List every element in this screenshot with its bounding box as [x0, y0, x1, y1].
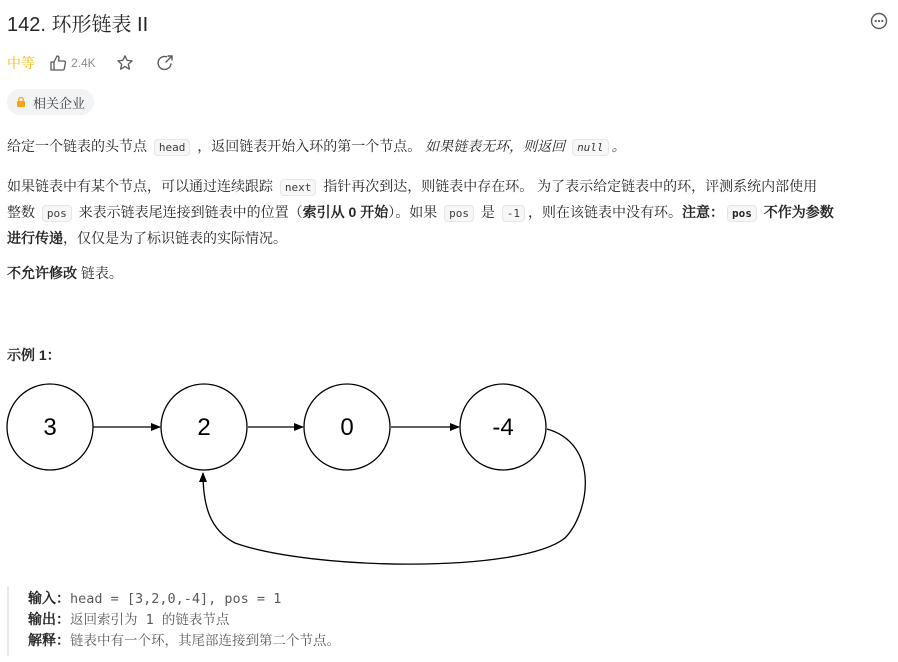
input-value: head = [3,2,0,-4], pos = 1 [70, 591, 282, 607]
list-node [161, 384, 247, 470]
problem-title: 142. 环形链表 II [7, 14, 149, 36]
node-value: -4 [492, 414, 514, 441]
inline-code: next [280, 179, 317, 196]
like-button[interactable] [49, 54, 96, 72]
description-paragraph-1 [7, 134, 626, 160]
related-companies-tag[interactable] [7, 89, 94, 115]
explanation-value: 链表中有一个环，其尾部连接到第二个节点。 [70, 633, 340, 649]
output-label: 输出： [28, 611, 70, 627]
description-paragraph-2 [7, 174, 891, 250]
related-companies-label: 相关企业 [33, 95, 86, 111]
output-value: 返回索引为 1 的链表节点 [70, 612, 230, 628]
share-icon [156, 54, 174, 72]
example-1-title: 示例 1： [7, 347, 61, 363]
star-icon [116, 54, 134, 72]
text: ，返回链表开始入环的第一个节点。 [193, 138, 426, 154]
description-line [7, 200, 891, 226]
inline-code: pos [42, 205, 72, 222]
text: ）。如果 [388, 204, 442, 220]
text: 是 [477, 204, 499, 220]
lock-icon [15, 96, 27, 108]
text: ，则在该链表中没有环。 [528, 204, 683, 220]
inline-code: pos [444, 205, 474, 222]
bold-text: 进行传递 [7, 230, 63, 246]
more-options-icon[interactable] [869, 11, 889, 31]
description-paragraph-3 [7, 261, 123, 285]
input-label: 输入： [28, 590, 70, 606]
text: 如果链表中有某个节点，可以通过连续跟踪 [7, 178, 277, 194]
node-value: 0 [340, 414, 354, 441]
bold-text: 索引从 0 开始 [302, 204, 389, 220]
text: 链表。 [77, 265, 123, 281]
inline-code: pos [727, 205, 757, 222]
italic-text [425, 138, 625, 154]
example-output-line [28, 609, 229, 631]
text: 整数 [7, 204, 39, 220]
problem-meta-bar [7, 52, 196, 74]
linked-list-diagram [0, 378, 600, 573]
example-input-line [28, 588, 281, 610]
bold-text: 不作为参数 [759, 204, 834, 220]
list-node [460, 384, 546, 470]
inline-code: head [154, 139, 191, 156]
description-line [7, 174, 891, 200]
share-button[interactable] [156, 54, 174, 72]
text: 给定一个链表的头节点 [7, 138, 151, 154]
text: 。 [611, 138, 626, 154]
text: ，仅仅是为了标识链表的实际情况。 [63, 230, 287, 246]
favorite-button[interactable] [116, 54, 134, 72]
example-explanation-line [28, 630, 340, 652]
bold-text: 注意： [682, 204, 725, 220]
text: 指针再次到达，则链表中存在环。 为了表示给定链表中的环，评测系统内部使用 [319, 178, 818, 194]
inline-code: null [572, 139, 609, 156]
thumbs-up-icon [49, 54, 67, 72]
description-line [7, 226, 891, 250]
bold-text: 不允许修改 [7, 265, 77, 281]
example-1-block [7, 586, 569, 656]
node-value: 3 [43, 414, 57, 441]
node-value: 2 [197, 414, 211, 441]
list-node [7, 384, 93, 470]
list-node [304, 384, 390, 470]
text: 如果链表无环，则返回 [425, 138, 570, 154]
like-count: 2.4K [71, 56, 96, 70]
explanation-label: 解释： [28, 632, 70, 648]
difficulty-badge: 中等 [7, 55, 35, 71]
inline-code: -1 [502, 205, 525, 222]
text: 来表示链表尾连接到链表中的位置（ [74, 204, 303, 220]
